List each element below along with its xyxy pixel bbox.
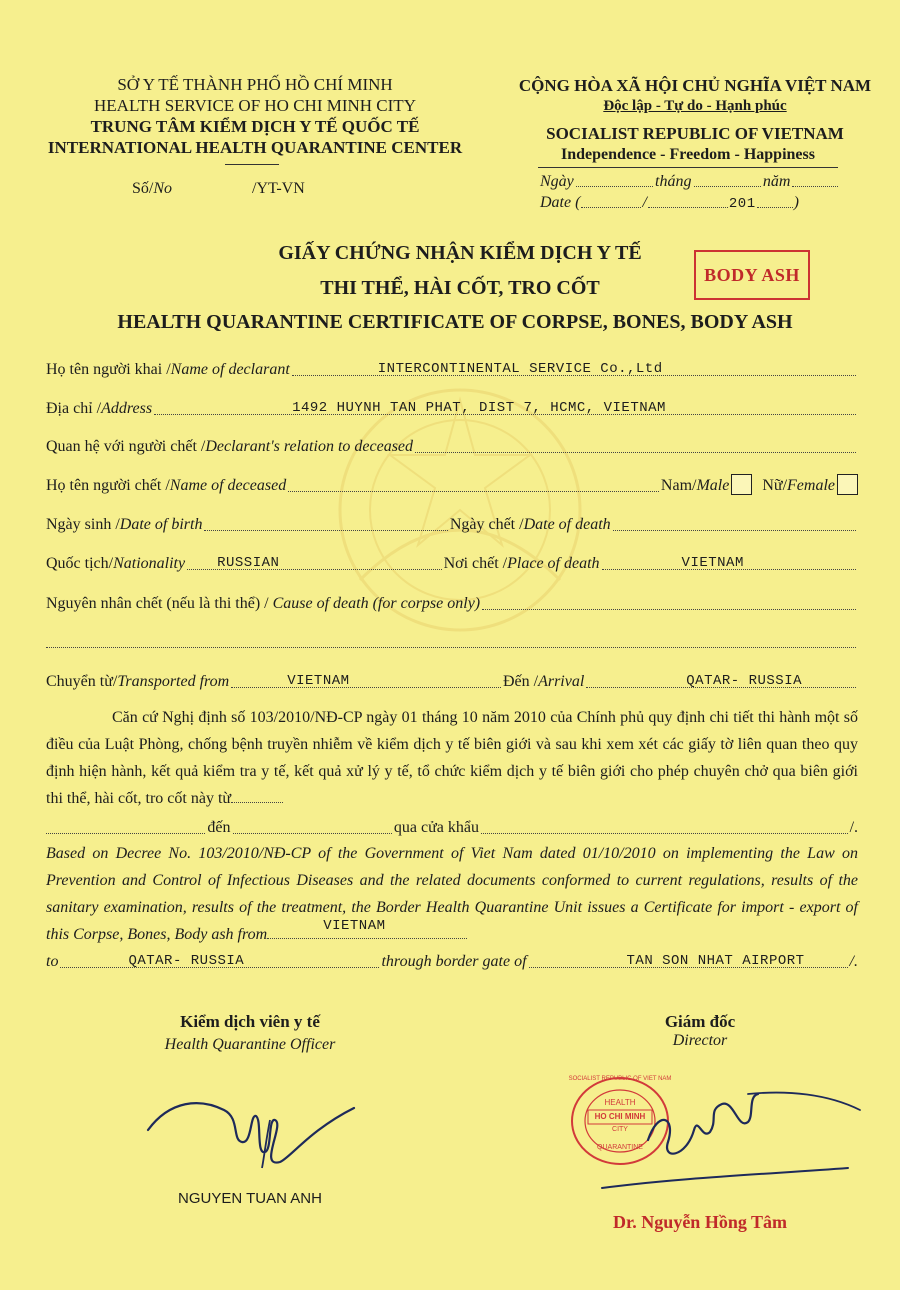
- from-field[interactable]: [231, 672, 501, 688]
- header-right-line3: SOCIALIST REPUBLIC OF VIETNAM: [546, 124, 844, 143]
- officer-name: NGUYEN TUAN ANH: [178, 1190, 322, 1207]
- deceased-label: Họ tên người chết /: [46, 477, 170, 494]
- address-label: Địa chỉ /: [46, 400, 102, 417]
- en-to: to: [46, 953, 59, 970]
- header-left-line1: SỞ Y TẾ THÀNH PHỐ HỒ CHÍ MINH: [117, 75, 393, 94]
- vn-paragraph-text: Căn cứ Nghị định số 103/2010/NĐ-CP ngày 01 tháng 10 năm 2010 của Chính phủ quy định chi tiết thi hành một số điều của Luật Phòng, chống bệnh truyền nhiễm về kiểm dịch y tế biên giới và sau khi xem xét các giấy tờ liên quan theo quy định hiện hành, kết quả kiểm tra y tế, kết quả xử lý y tế, tổ chức kiểm dịch y tế biên giới cho phép chuyên chở qua biên giới thi thể, hài cốt, tro cốt này từ: [46, 709, 858, 807]
- address-label-en: Address: [101, 400, 153, 417]
- no-label: Số/: [132, 180, 154, 197]
- deceased-row: [46, 471, 858, 495]
- header-left-divider: [225, 164, 279, 165]
- en-gate-value: TAN SON NHAT AIRPORT: [626, 953, 805, 969]
- officer-title-en: Health Quarantine Officer: [164, 1036, 336, 1053]
- header-right-divider: [538, 167, 838, 168]
- title-line1: GIẤY CHỨNG NHẬN KIỂM DỊCH Y TẾ: [278, 242, 642, 264]
- header-right-line2: Độc lập - Tự do - Hạnh phúc: [603, 98, 787, 114]
- arrival-value: QATAR- RUSSIA: [686, 673, 802, 689]
- dod-field[interactable]: [613, 515, 856, 531]
- vn-gate-field[interactable]: [481, 818, 848, 834]
- vn-to-field[interactable]: [233, 818, 392, 834]
- arrival-label: Đến /: [502, 673, 539, 690]
- cause-label: Nguyên nhân chết (nếu là thi thể) /: [46, 595, 269, 612]
- body-ash-stamp: BODY ASH: [694, 250, 810, 300]
- vn-paragraph: [46, 704, 858, 812]
- document-number: [132, 180, 305, 198]
- date-vn-month: tháng: [655, 173, 692, 190]
- en-from-value: VIETNAM: [323, 918, 386, 934]
- vn-route-row: đến qua cửa khẩu /.: [46, 813, 858, 837]
- director-signature-icon: [598, 1070, 868, 1200]
- arrival-field[interactable]: [586, 672, 856, 688]
- date-vn-row: [540, 173, 840, 191]
- dod-label: Ngày chết /: [449, 516, 524, 533]
- female-label: Nữ/: [762, 477, 788, 494]
- date-en-suffix: ): [793, 194, 799, 211]
- en-gate-field[interactable]: [529, 952, 848, 968]
- vn-den: đến: [207, 819, 231, 836]
- nationality-field[interactable]: [187, 554, 441, 570]
- seal-city2: CITY: [612, 1126, 628, 1133]
- male-checkbox[interactable]: [731, 474, 752, 495]
- header-right-line4: Independence - Freedom - Happiness: [561, 146, 815, 163]
- header-right-line1: CỘNG HÒA XÃ HỘI CHỦ NGHĨA VIỆT NAM: [518, 76, 872, 95]
- cause-row: [46, 589, 858, 613]
- en-to-field[interactable]: [60, 952, 379, 968]
- dod-label-en: Date of death: [523, 516, 611, 533]
- en-paragraph: [46, 840, 858, 948]
- header-left-line2: HEALTH SERVICE OF HO CHI MINH CITY: [94, 96, 416, 115]
- male-label: Nam/: [660, 477, 697, 494]
- address-value: 1492 HUYNH TAN PHAT, DIST 7, HCMC, VIETNAM: [292, 400, 666, 416]
- header-left: [20, 74, 490, 158]
- place-label-en: Place of death: [507, 555, 600, 572]
- relation-label-en: Declarant's relation to deceased: [205, 438, 414, 455]
- no-label-en: No: [153, 180, 173, 197]
- address-row: [46, 394, 858, 418]
- nationality-label-en: Nationality: [113, 555, 186, 572]
- date-vn-year: năm: [762, 173, 791, 190]
- en-route-row: to QATAR- RUSSIA through border gate of TAN SON NHAT AIRPORT /.: [46, 953, 858, 970]
- date-en-year: 201: [728, 196, 756, 212]
- nationality-label: Quốc tịch/: [46, 555, 114, 572]
- en-through: through border gate of: [381, 953, 527, 970]
- en-to-value: QATAR- RUSSIA: [128, 953, 245, 969]
- relation-row: [46, 432, 858, 456]
- relation-field[interactable]: [415, 437, 856, 453]
- declarant-label-en: Name of declarant: [170, 361, 290, 378]
- dob-field[interactable]: [204, 515, 447, 531]
- title-line3: HEALTH QUARANTINE CERTIFICATE OF CORPSE, BONES, BODY ASH: [117, 311, 793, 333]
- female-checkbox[interactable]: [837, 474, 858, 495]
- dates-row: [46, 510, 858, 534]
- header-left-line3: TRUNG TÂM KIỂM DỊCH Y TẾ QUỐC TẾ: [90, 117, 420, 136]
- place-label: Nơi chết /: [443, 555, 508, 572]
- title-line2: THI THỂ, HÀI CỐT, TRO CỐT: [320, 277, 600, 299]
- declarant-value: INTERCONTINENTAL SERVICE Co.,Ltd: [377, 361, 663, 377]
- nationality-row: [46, 549, 858, 573]
- address-field[interactable]: [154, 399, 856, 415]
- declarant-field[interactable]: [292, 360, 856, 376]
- seal-city: HO CHI MINH: [594, 1112, 646, 1121]
- declarant-label: Họ tên người khai /: [46, 361, 171, 378]
- transport-row: [46, 667, 858, 691]
- dob-label-en: Date of birth: [119, 516, 203, 533]
- from-value: VIETNAM: [287, 673, 350, 689]
- deceased-label-en: Name of deceased: [169, 477, 287, 494]
- date-en-row: Date ( / 201 ): [540, 194, 799, 212]
- male-label-en: Male: [696, 477, 730, 494]
- cause-label-en: Cause of death (for corpse only): [272, 595, 481, 612]
- date-vn-day: Ngày: [540, 173, 574, 190]
- declarant-row: [46, 355, 858, 379]
- vn-from-field[interactable]: [46, 818, 205, 834]
- cause-field-2[interactable]: [46, 632, 856, 648]
- place-value: VIETNAM: [681, 555, 744, 571]
- seal-quarantine: QUARANTINE: [597, 1144, 643, 1151]
- seal-top-text: SOCIALIST REPUBLIC OF VIET NAM: [568, 1076, 672, 1082]
- officer-signature-icon: [140, 1080, 370, 1170]
- deceased-field[interactable]: [288, 476, 659, 492]
- relation-label: Quan hệ với người chết /: [46, 438, 206, 455]
- director-title-en: Director: [672, 1032, 728, 1049]
- from-label: Chuyển từ/: [46, 673, 118, 690]
- arrival-label-en: Arrival: [538, 673, 585, 690]
- cause-field[interactable]: [482, 594, 856, 610]
- no-suffix: /YT-VN: [252, 180, 305, 197]
- female-label-en: Female: [787, 477, 835, 494]
- en-paragraph-text: Based on Decree No. 103/2010/NĐ-CP of the Government of Viet Nam dated 01/10/2010 on implementing the Law on Prevention and Control of Infectious Diseases and the related documents conformed to current regulations, results of the sanitary examination, results of the treatment, the Border Health Quarantine Unit issues a Certificate for import - export of this Corpse, Bones, Body ash from: [46, 845, 858, 943]
- seal-health: HEALTH: [604, 1098, 636, 1107]
- vn-qua: qua cửa khẩu: [393, 819, 479, 836]
- header-left-line4: INTERNATIONAL HEALTH QUARANTINE CENTER: [47, 138, 463, 157]
- cause-row-2: [46, 627, 858, 651]
- nationality-value: RUSSIAN: [217, 555, 280, 571]
- officer-title-vn: Kiểm dịch viên y tế: [180, 1012, 320, 1031]
- director-name: Dr. Nguyễn Hồng Tâm: [612, 1212, 788, 1232]
- place-field[interactable]: [602, 554, 856, 570]
- director-title-vn: Giám đốc: [664, 1012, 736, 1031]
- from-label-en: Transported from: [117, 673, 230, 690]
- date-en-prefix: Date (: [540, 194, 581, 211]
- dob-label: Ngày sinh /: [46, 516, 120, 533]
